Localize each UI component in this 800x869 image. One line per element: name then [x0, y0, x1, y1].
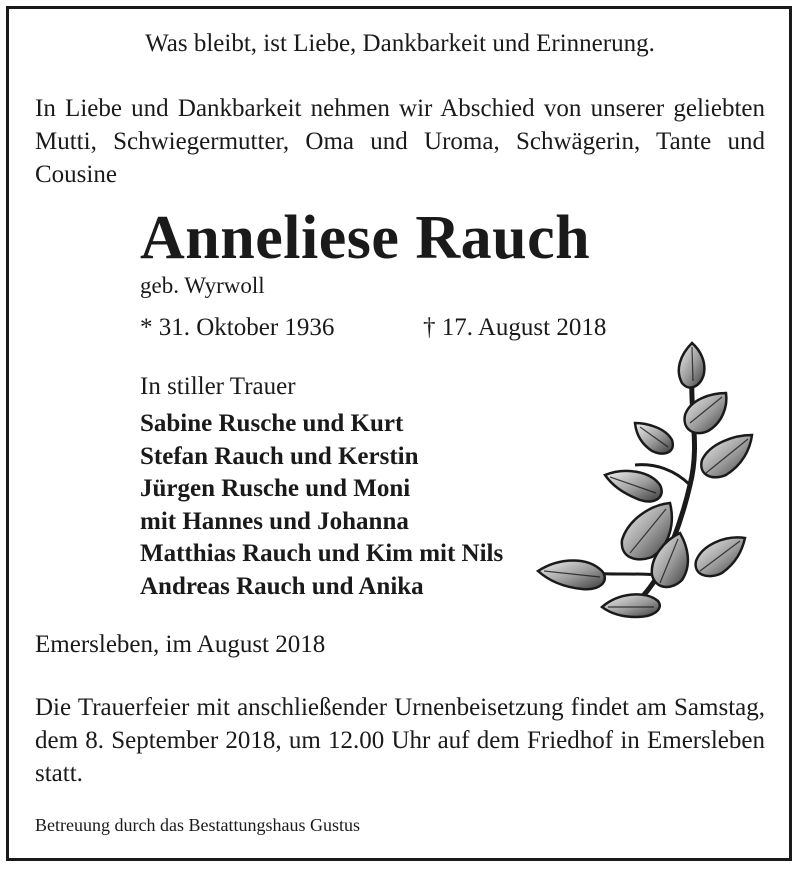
mourner: mit Hannes und Johanna — [140, 507, 409, 535]
mourners-list — [140, 408, 503, 604]
mourner: Sabine Rusche und Kurt — [140, 410, 404, 437]
undertaker-note: Betreuung durch das Bestattungshaus Gustus — [35, 815, 360, 835]
place-date: Emersleben, im August 2018 — [35, 631, 326, 658]
death-date: † 17. August 2018 — [423, 314, 607, 341]
mourning-intro: In stiller Trauer — [140, 373, 296, 400]
motto: Was bleibt, ist Liebe, Dankbarkeit und Erinnerung. — [145, 30, 655, 57]
mourner: Andreas Rauch und Anika — [140, 572, 424, 600]
mourner: Matthias Rauch und Kim mit Nils — [140, 540, 504, 568]
mourner: Jürgen Rusche und Moni — [140, 475, 411, 503]
mourner: Stefan Rauch und Kerstin — [140, 442, 419, 470]
leaf-branch-icon — [530, 335, 760, 625]
deceased-name: Anneliese Rauch — [140, 204, 591, 272]
maiden-name: geb. Wyrwoll — [140, 273, 265, 298]
funeral-info: Die Trauerfeier mit anschließender Urnenbeisetzung findet am Samstag, dem 8. September 2018, um 12.00 Uhr auf dem Friedhof in Emersleben statt. — [35, 694, 765, 787]
birth-date: * 31. Oktober 1936 — [140, 314, 335, 341]
intro-text: In Liebe und Dankbarkeit nehmen wir Abschied von unserer geliebten Mutti, Schwiegermutter, Oma und Uroma, Schwägerin, Tante und Cousine — [35, 95, 765, 188]
